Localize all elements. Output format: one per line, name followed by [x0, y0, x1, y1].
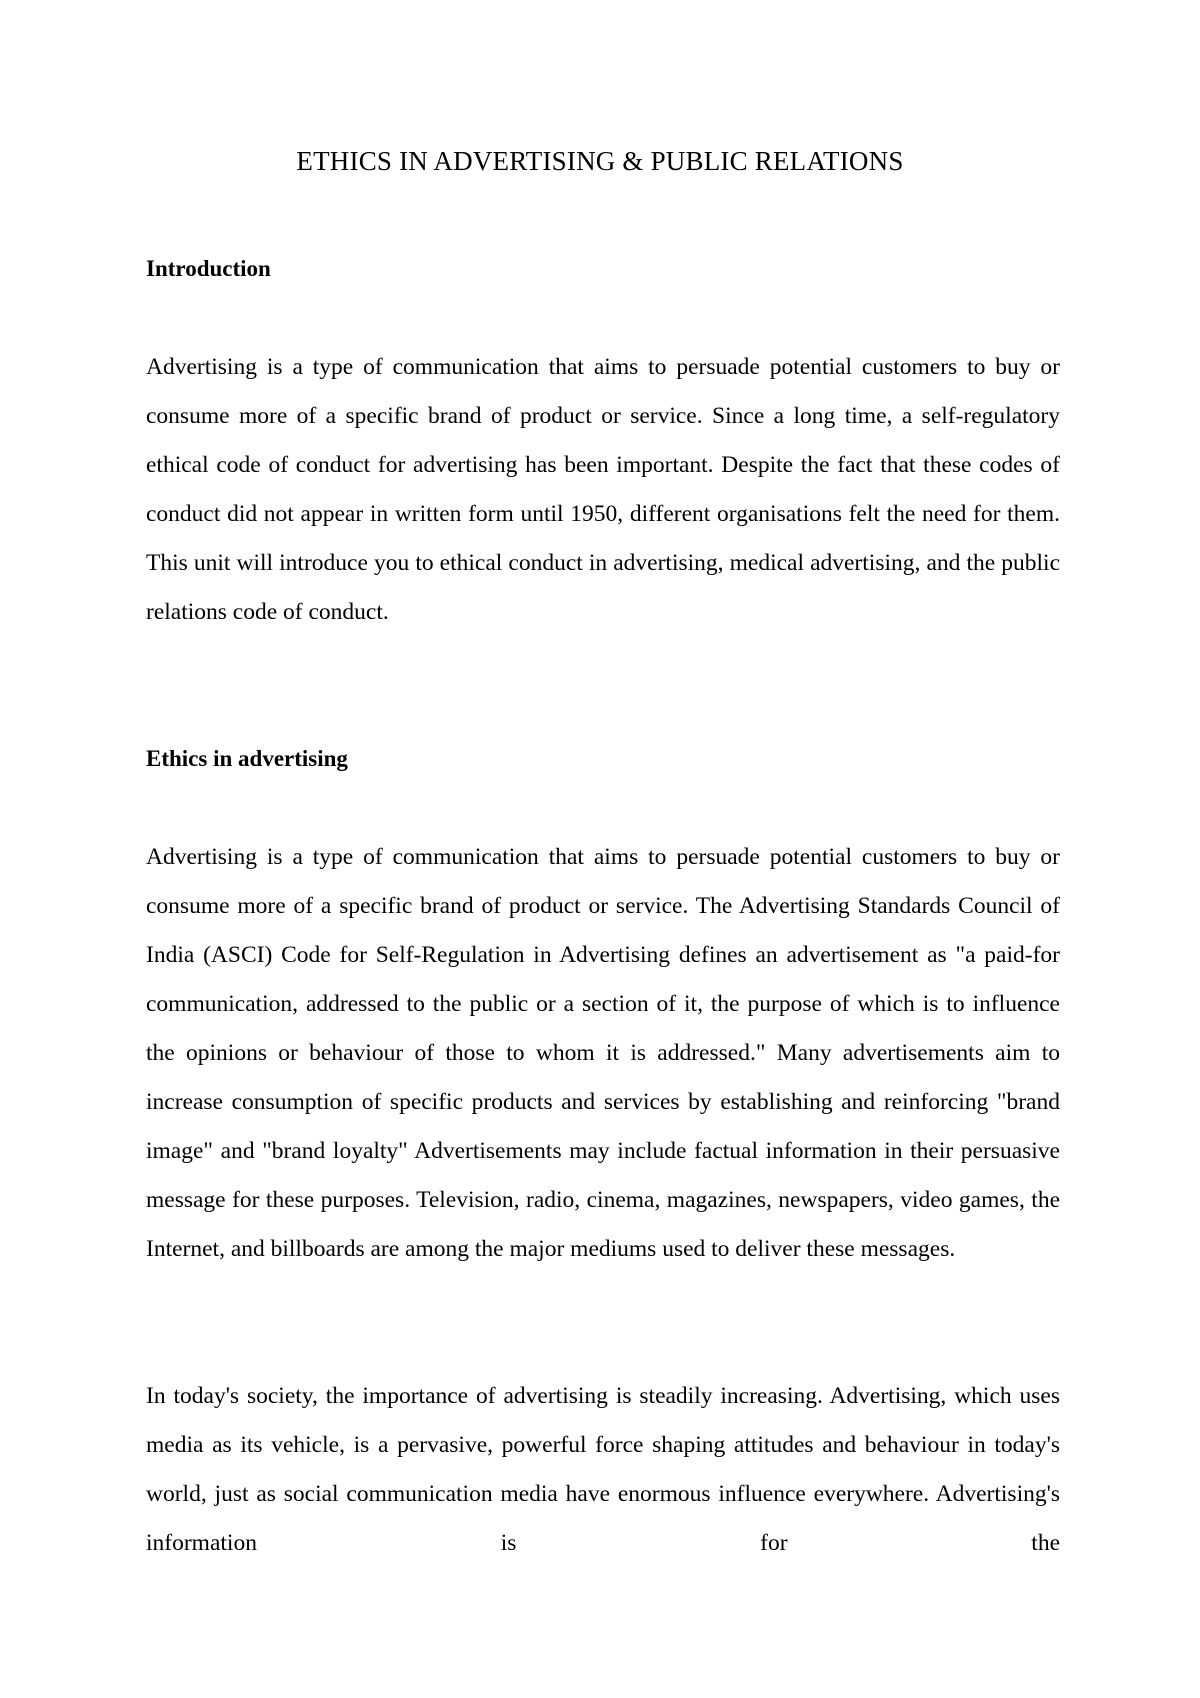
- ethics-paragraph-2: In today's society, the importance of advertising is steadily increasing. Advertising, which uses media as its vehicle, is a pervasive, powerful force shaping attitudes and behaviour in today's world, just as social communication media have enormous influence everywhere. Advertising's information is for the: [146, 1383, 1060, 1556]
- introduction-paragraph: Advertising is a type of communication that aims to persuade potential customers to buy or consume more of a specific brand of product or service. Since a long time, a self-regulatory ethical code of conduct for advertising has been important. Despite the fact that these codes of conduct did not appear in written form until 1950, different organisations felt the need for them. This unit will introduce you to ethical conduct in advertising, medical advertising, and the public relations code of conduct.: [146, 354, 1060, 625]
- document-title: ETHICS IN ADVERTISING & PUBLIC RELATIONS: [296, 146, 904, 176]
- ethics-paragraph-1: Advertising is a type of communication that aims to persuade potential customers to buy or consume more of a specific brand of product or service. The Advertising Standards Council of India (ASCI) Code for Self-Regulation in Advertising defines an advertisement as "a paid-for communication, addressed to the public or a section of it, the purpose of which is to influence the opinions or behaviour of those to whom it is addressed." Many advertisements aim to increase consumption of specific products and services by establishing and reinforcing "brand image" and "brand loyalty" Advertisements may include factual information in their persuasive message for these purposes. Television, radio, cinema, magazines, newspapers, video games, the Internet, and billboards are among the major mediums used to deliver these messages.: [146, 844, 1060, 1262]
- section-heading-introduction: Introduction: [146, 256, 271, 281]
- section-heading-ethics-in-advertising: Ethics in advertising: [146, 746, 348, 771]
